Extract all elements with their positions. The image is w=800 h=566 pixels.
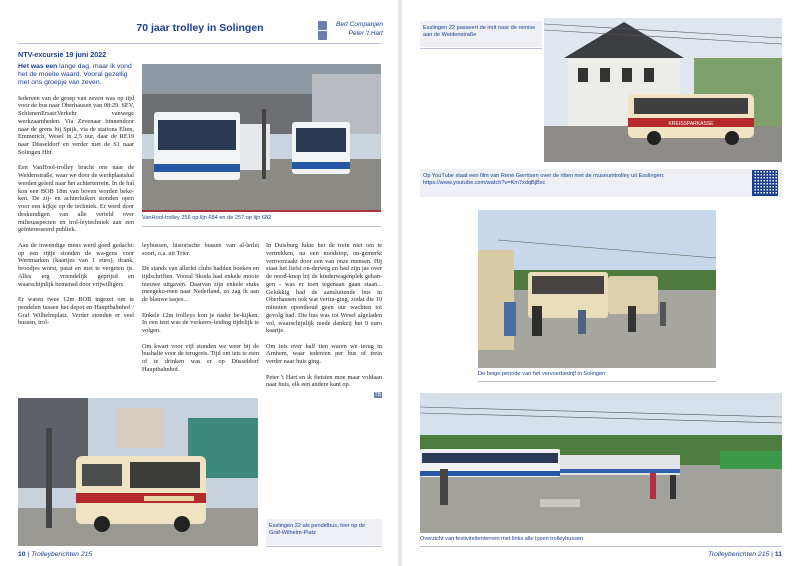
paragraph: Om kwart voor vijf stonden we weer bij de bushalte voor de terugreis. Tijd om iets te eten of te drinken was er op Düsseldorf Hauptbahnhof. <box>142 342 259 373</box>
caption-box <box>266 519 382 545</box>
photo-beige-image <box>478 210 716 368</box>
paragraph: Enkele 12m trolleys kon je nader be-kijken. In een tent was de verkeers-leiding tijdelijk te volgen. <box>142 311 259 335</box>
photo-esslingen-remise <box>544 18 782 162</box>
qr-code-icon[interactable] <box>752 170 778 196</box>
lead-paragraph <box>18 63 134 87</box>
author-1: Bert Companjen <box>336 21 383 28</box>
caption-rule <box>478 381 716 382</box>
caption-vanhool: VanHool-trolley 256 op lijn 684 en de 257 op lijn 682 <box>142 215 272 221</box>
footer-left <box>18 551 92 558</box>
lead-bold: Het was een <box>18 63 58 70</box>
left-page <box>0 0 398 566</box>
paragraph: Peter 't Hart en ik fietsten moe maar voldaan naar huis, elk een andere kant op. <box>266 373 382 389</box>
text-column-1 <box>18 63 134 335</box>
paragraph: Er waren twee 12m BOB ingezet om te pendelen tussen het depot en Hauptbahnhof / Graf Wilhelmplatz. Verder stonden er veel bussen, trol- <box>18 296 134 327</box>
caption-overzicht: Overzicht van festiviteitenterrein met links alle typen trolleybussen <box>420 536 584 542</box>
photo-overzicht-image <box>420 393 782 533</box>
youtube-note-box <box>420 169 782 197</box>
caption-rule <box>266 546 382 547</box>
caption-rule <box>142 226 381 227</box>
paragraph: In Duisburg lukte het de trein niet om te vertrekken, na een noodstop, on-gemerkt verroorzaakt door een van onze mensen. Hij staat het liefst on-derweg en had zijn jas over de nood-knop bij de kinderwagenplek gehan-gen - was er toen tegenaan gaan staan... Gelukkig had de aansluitende bus in Oberhausen ook wat vertra-ging, zodat die 10 minuten oponthoud geen uur wachten tot gevolg had. Die bus was tot Wesel algeladen vol, waarschijnlijk mede dankzij het 9 euro kaartje. <box>266 242 382 335</box>
photo-esslingen-remise-image <box>544 18 782 162</box>
photo-vanhool-image <box>142 64 381 212</box>
photo-esslingen-pendel <box>18 398 258 546</box>
caption-esslingen-pendel: Esslingen 22 als pendelbus, hier op de Graf-Wilhelm-Platz <box>269 523 366 536</box>
photo-beige-periode <box>478 210 716 368</box>
text-column-3 <box>266 242 382 400</box>
footer-right <box>708 551 782 558</box>
photo-overzicht <box>420 393 782 533</box>
footer-separator: | <box>27 551 30 558</box>
caption-esslingen-remise: Esslingen 22 passeert de inrit naar de remise aan de Weidenstraße <box>423 25 536 38</box>
paragraph: Een VanHool-trolley bracht ons naar de Weidenstraße, waar we door de werkplaatshal werden geleid naar het achterterrein. In de hal kon een BOB 18m van boven worden beke-ken. De zij- en achterluiken stonden open voor een kijkje op de techniek. Er werd door deskundigen van alle verteld over milieuaspecten en trol-leytechniek aan een geïnteresseerd publiek. <box>18 164 134 234</box>
caption-rule <box>420 48 542 49</box>
author-2: Peter 't Hart <box>348 30 383 37</box>
publication-left: Trolleyberichten 215 <box>31 551 93 558</box>
photo-vanhool-trolleys <box>142 64 381 212</box>
footer-separator: | <box>771 551 773 558</box>
text-column-2 <box>142 242 259 381</box>
photo-esslingen-pendel-image <box>18 398 258 546</box>
youtube-note: Op YouTube staat een film van René Gerritsen over de ritten met de museumtrolley uit Esslingen: https://www.youtube.com/watch?v=Km7xdqBjBxc <box>423 173 665 186</box>
paragraph: Om iets over half tien waren we terug in Arnhem, waar iedereen per bus of trein verder naar huis ging. <box>266 342 382 366</box>
camera-icon <box>318 21 327 30</box>
paragraph: Aan de inwendige mens werd goed gedacht: op een rijtje stonden de wa-gens voor Wertmarken (kaartjes van 1 euro), drank, broodjes worst, patat en met te vergeten ijs. Alles erg vriendelijk geprijsd en waarschijnlijk bemensd door vrijwilligers. <box>18 241 134 288</box>
bus-sign-text: KREISSPARKASSE <box>668 121 714 127</box>
pen-icon <box>318 31 327 40</box>
article-title: 70 jaar trolley in Solingen <box>136 22 264 34</box>
paragraph: Iedereen van de groep van zeven was op tijd voor de bus naar Oberhausen van 08:29. SEV, SchienenErsatzVerkehr vanwege werkzaamheden. Via Zevenaar binnendoor naar de grens bij Spijk, via de stations Elten, Emmerich, Wesel in 2,5 uur, daar de RE19 naar Düsseldorf en verder met de S1 naar Solingen Hbf. <box>18 94 134 156</box>
publication-right: Trolleyberichten 215 <box>708 551 770 558</box>
lead-rest: lange dag, maar ik vond het de moeite waard. Vooral gezellig met ons groepje van zeven. <box>18 63 132 86</box>
right-page <box>402 0 800 566</box>
end-mark: TB <box>374 392 381 399</box>
article-subtitle: NTV-excursie 19 juni 2022 <box>18 50 107 59</box>
page-number-left: 10 <box>18 551 26 558</box>
page-number-right: 11 <box>774 551 782 558</box>
authors <box>330 20 383 38</box>
caption-box <box>420 21 542 47</box>
title-rule <box>18 43 381 44</box>
paragraph: De stands van allerlei clubs hadden boeken en tijdschriften. Vooral Skoda had enkele mooie nieuwe uitgaven. Daarvan zijn enkele stuks meegeko-men naar Nederland, zo zag ik aan de blauwe tasjes... <box>142 265 259 304</box>
caption-rule <box>420 546 782 547</box>
caption-beige: De beige periode van het vervoerbedrijf in Solingen <box>478 371 606 377</box>
paragraph: leybussen, historische bussen van al-lerlei soort, o.a. uit Trier. <box>142 242 259 257</box>
